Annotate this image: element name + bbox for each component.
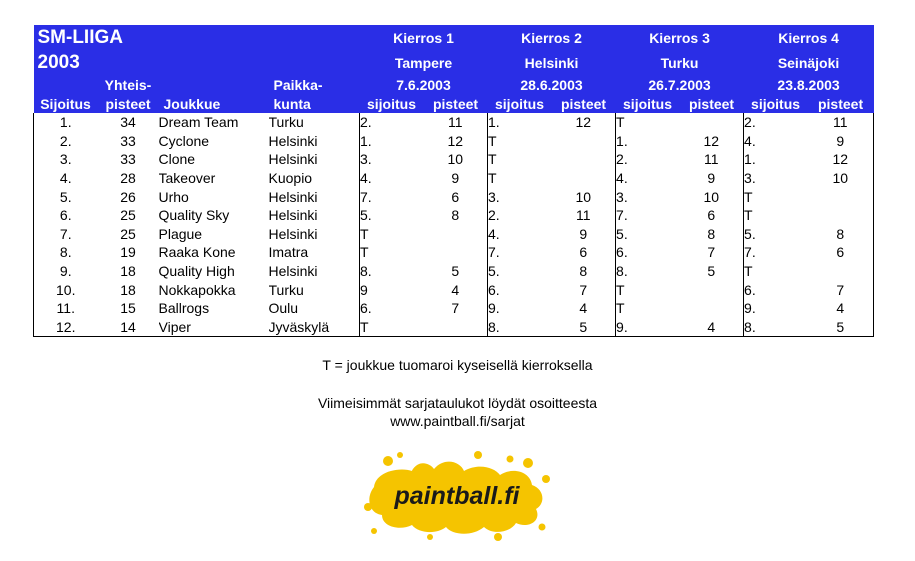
total-points-cell: 18	[120, 263, 136, 280]
round-3-rank-cell: 4.	[616, 169, 680, 188]
total-points-cell: 28	[120, 170, 136, 187]
round-3-rank-cell: 2.	[616, 150, 680, 169]
round-2-points-cell: 10	[575, 188, 592, 205]
round-1-rank-cell: 3.	[360, 150, 424, 169]
round-1-rank-header: sijoitus	[360, 94, 424, 113]
rank-cell: 7.	[34, 225, 98, 244]
table-row	[34, 206, 874, 225]
round-1-rank-cell: T	[360, 243, 424, 262]
city-cell: Helsinki	[268, 188, 318, 205]
round-4-rank-header: sijoitus	[744, 94, 808, 113]
rank-cell: 4.	[34, 169, 98, 188]
city-cell: Helsinki	[268, 225, 318, 242]
round-2-date: 28.6.2003	[488, 75, 616, 94]
round-1-rank-cell: 1.	[360, 132, 424, 151]
total-points-cell: 33	[120, 151, 136, 168]
round-2-points-cell: 8	[579, 263, 588, 280]
round-1-points-cell: 12	[447, 132, 464, 149]
team-cell: Ballrogs	[158, 300, 210, 317]
round-1-points-cell: 10	[447, 151, 464, 168]
round-1-points-cell: 8	[451, 207, 460, 224]
round-1-points-cell: 7	[451, 300, 460, 317]
round-3-date: 26.7.2003	[616, 75, 744, 94]
round-4-rank-cell: 5.	[744, 225, 808, 244]
round-2-rank-cell: 8.	[488, 318, 552, 337]
round-4-rank-cell: 3.	[744, 169, 808, 188]
table-row	[34, 113, 874, 132]
round-4-date: 23.8.2003	[744, 75, 874, 94]
team-cell: Viper	[159, 318, 269, 337]
team-cell: Dream Team	[158, 114, 239, 131]
round-4-rank-cell: 2.	[744, 113, 808, 132]
round-2-rank-cell: T	[488, 150, 552, 169]
header-row-2	[34, 50, 874, 75]
round-4-points-header: pisteet	[808, 94, 874, 113]
round-3-points-cell: 10	[703, 188, 720, 205]
round-1-rank-cell: 4.	[360, 169, 424, 188]
round-1-points-cell: 4	[451, 281, 460, 298]
info-line-1: Viimeisimmät sarjataulukot löydät osoitteesta	[317, 395, 598, 411]
round-1-rank-cell: 5.	[360, 206, 424, 225]
round-3-points-cell: 9	[707, 170, 716, 187]
team-header: Joukkue	[159, 94, 269, 113]
round-2-place: Helsinki	[488, 50, 616, 75]
round-3-rank-cell: 3.	[616, 187, 680, 206]
rank-header: Sijoitus	[34, 94, 98, 113]
round-4-points-cell: 11	[808, 113, 874, 132]
table-row	[34, 262, 874, 281]
round-2-rank-cell: 3.	[488, 187, 552, 206]
round-3-points-cell: 7	[707, 244, 716, 261]
team-cell: Urho	[158, 188, 189, 205]
round-4-rank-cell: 4.	[744, 132, 808, 151]
header-row-4	[34, 94, 874, 113]
round-4-rank-cell: T	[744, 206, 808, 225]
round-4-points-cell: 10	[808, 169, 874, 188]
round-2-rank-cell: 4.	[488, 225, 552, 244]
round-3-rank-cell: T	[616, 113, 680, 132]
round-3-points-cell	[680, 299, 744, 318]
round-1-points-header: pisteet	[424, 94, 488, 113]
team-cell: Quality Sky	[158, 207, 230, 224]
rank-cell: 3.	[34, 150, 98, 169]
referee-legend: T = joukkue tuomaroi kyseisellä kierroksella	[322, 357, 593, 373]
city-cell: Turku	[268, 114, 304, 131]
round-1-rank-cell: T	[360, 318, 424, 337]
round-4-name: Kierros 4	[744, 25, 874, 50]
round-2-rank-cell: 1.	[488, 113, 552, 132]
team-cell: Clone	[158, 151, 196, 168]
city-cell: Imatra	[268, 244, 309, 261]
round-1-points-cell	[424, 243, 488, 262]
round-2-points-cell: 7	[579, 281, 588, 298]
round-4-points-cell: 6	[808, 243, 874, 262]
round-4-rank-cell: T	[744, 187, 808, 206]
table-row	[34, 280, 874, 299]
logo-text: paintball.fi	[394, 482, 520, 510]
table-row	[34, 132, 874, 151]
round-4-points-cell: 12	[808, 150, 874, 169]
round-2-points-cell: 5	[552, 318, 616, 337]
round-4-points-cell	[808, 206, 874, 225]
city-header-2: kunta	[269, 94, 360, 113]
round-2-rank-cell: 2.	[488, 206, 552, 225]
rank-cell: 11.	[34, 299, 98, 318]
round-3-points-header: pisteet	[680, 94, 744, 113]
total-points-cell: 26	[120, 188, 136, 205]
round-2-points-cell	[552, 132, 616, 151]
table-row	[34, 299, 874, 318]
rank-cell: 6.	[34, 206, 98, 225]
round-2-points-cell: 6	[579, 244, 588, 261]
total-points-cell: 14	[98, 318, 159, 337]
round-2-rank-cell: T	[488, 169, 552, 188]
paintball-logo	[360, 449, 554, 541]
round-3-points-cell	[680, 280, 744, 299]
city-cell: Helsinki	[268, 151, 318, 168]
table-row	[34, 318, 874, 337]
round-1-points-cell	[424, 225, 488, 244]
total-header-2: pisteet	[98, 94, 159, 113]
total-points-cell: 15	[120, 300, 136, 317]
total-points-cell: 19	[120, 244, 136, 261]
round-3-rank-cell: T	[616, 299, 680, 318]
rank-cell: 10.	[34, 280, 98, 299]
total-points-cell: 25	[120, 207, 136, 224]
round-1-rank-cell: 2.	[360, 113, 424, 132]
info-url[interactable]: www.paintball.fi/sarjat	[390, 413, 525, 429]
round-3-points-cell: 12	[703, 132, 720, 149]
round-4-rank-cell: 1.	[744, 150, 808, 169]
round-3-rank-cell: 7.	[616, 206, 680, 225]
round-2-points-cell: 12	[575, 114, 592, 131]
standings-table	[33, 25, 874, 337]
team-cell: Quality High	[158, 263, 235, 280]
round-3-rank-header: sijoitus	[616, 94, 680, 113]
round-1-points-cell	[424, 318, 488, 337]
round-4-points-cell	[808, 187, 874, 206]
round-2-points-cell: 4	[579, 300, 588, 317]
round-3-points-cell	[680, 113, 744, 132]
total-points-cell: 33	[120, 132, 136, 149]
round-3-rank-cell: 5.	[616, 225, 680, 244]
round-1-rank-cell: 7.	[360, 187, 424, 206]
round-3-points-cell: 11	[704, 151, 719, 168]
table-row	[34, 225, 874, 244]
round-1-rank-cell: T	[360, 225, 424, 244]
header-row-1	[34, 25, 874, 50]
city-cell: Helsinki	[268, 263, 318, 280]
total-points-cell: 25	[120, 225, 136, 242]
team-cell: Takeover	[158, 170, 216, 187]
league-title: SM-LIIGA	[34, 25, 360, 50]
round-2-rank-cell: 7.	[488, 243, 552, 262]
city-cell: Oulu	[268, 300, 299, 317]
rank-cell: 9.	[34, 262, 98, 281]
league-year: 2003	[34, 50, 360, 75]
rank-cell: 5.	[34, 187, 98, 206]
round-2-points-header: pisteet	[552, 94, 616, 113]
round-4-place: Seinäjoki	[744, 50, 874, 75]
city-cell: Helsinki	[268, 132, 318, 149]
round-3-points-cell: 4	[680, 318, 744, 337]
round-3-name: Kierros 3	[616, 25, 744, 50]
round-3-points-cell: 8	[707, 225, 716, 242]
team-cell: Cyclone	[158, 132, 210, 149]
rank-cell: 8.	[34, 243, 98, 262]
round-3-rank-cell: 1.	[616, 132, 680, 151]
round-1-points-cell: 5	[451, 263, 460, 280]
round-4-points-cell: 8	[808, 225, 874, 244]
round-4-points-cell	[808, 262, 874, 281]
round-3-points-cell: 5	[707, 263, 716, 280]
round-1-place: Tampere	[360, 50, 488, 75]
standings-sheet	[33, 25, 873, 337]
round-1-points-cell: 11	[447, 114, 463, 131]
city-cell: Jyväskylä	[269, 318, 360, 337]
round-1-points-cell: 6	[451, 188, 460, 205]
round-3-rank-cell: 8.	[616, 262, 680, 281]
rank-cell: 2.	[34, 132, 98, 151]
total-header-1: Yhteis-	[98, 75, 159, 94]
round-1-rank-cell: 9	[360, 280, 424, 299]
table-row	[34, 243, 874, 262]
round-4-rank-cell: 7.	[744, 243, 808, 262]
round-4-rank-cell: T	[744, 262, 808, 281]
table-row	[34, 187, 874, 206]
city-cell: Helsinki	[268, 207, 318, 224]
round-2-points-cell: 11	[576, 207, 591, 224]
round-3-place: Turku	[616, 50, 744, 75]
round-4-points-cell: 9	[808, 132, 874, 151]
total-points-cell: 18	[120, 281, 136, 298]
round-2-rank-cell: 9.	[488, 299, 552, 318]
city-cell: Turku	[268, 281, 304, 298]
round-4-rank-cell: 8.	[744, 318, 808, 337]
round-2-points-cell	[552, 169, 616, 188]
table-row	[34, 150, 874, 169]
round-2-points-cell	[552, 150, 616, 169]
round-1-points-cell: 9	[451, 170, 460, 187]
round-1-rank-cell: 6.	[360, 299, 424, 318]
round-3-rank-cell: 6.	[616, 243, 680, 262]
round-2-name: Kierros 2	[488, 25, 616, 50]
round-1-date: 7.6.2003	[360, 75, 488, 94]
round-2-rank-cell: 6.	[488, 280, 552, 299]
team-cell: Raaka Kone	[158, 244, 236, 261]
round-4-rank-cell: 6.	[744, 280, 808, 299]
round-2-rank-header: sijoitus	[488, 94, 552, 113]
round-1-rank-cell: 8.	[360, 262, 424, 281]
round-4-points-cell: 5	[808, 318, 874, 337]
table-row	[34, 169, 874, 188]
round-1-name: Kierros 1	[360, 25, 488, 50]
team-cell: Plague	[158, 225, 203, 242]
city-cell: Kuopio	[268, 170, 313, 187]
rank-cell: 12.	[34, 318, 98, 337]
round-3-rank-cell: T	[616, 280, 680, 299]
city-header-1: Paikka-	[269, 75, 360, 94]
round-4-rank-cell: 9.	[744, 299, 808, 318]
round-4-points-cell: 4	[808, 299, 874, 318]
round-3-points-cell: 6	[707, 207, 716, 224]
rank-cell: 1.	[34, 113, 98, 132]
total-points-cell: 34	[120, 114, 136, 131]
round-2-rank-cell: 5.	[488, 262, 552, 281]
round-2-points-cell: 9	[579, 225, 588, 242]
round-4-points-cell: 7	[808, 280, 874, 299]
team-cell: Nokkapokka	[158, 281, 236, 298]
round-3-rank-cell: 9.	[616, 318, 680, 337]
round-2-rank-cell: T	[488, 132, 552, 151]
header-row-3	[34, 75, 874, 94]
